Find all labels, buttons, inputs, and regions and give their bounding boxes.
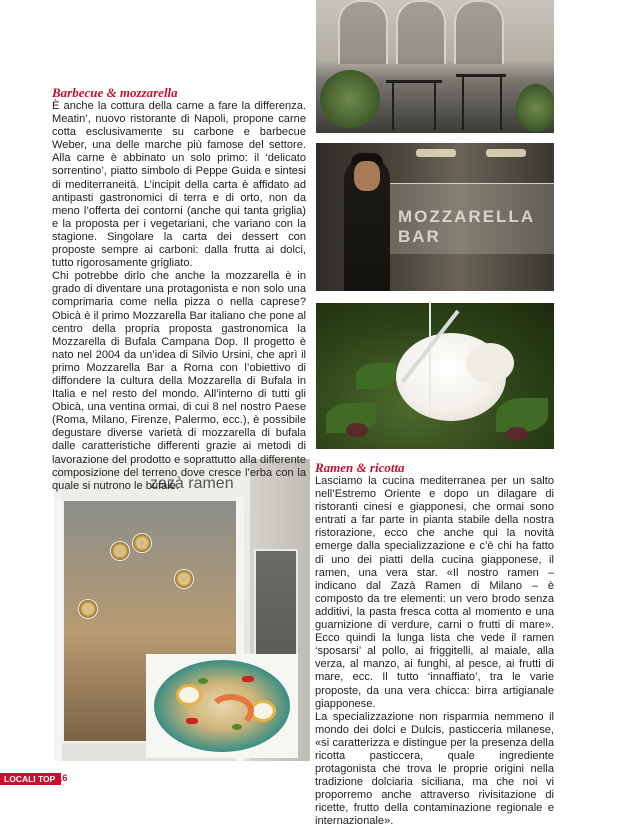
burrata-photo bbox=[316, 303, 554, 449]
page-number: 16 bbox=[57, 773, 68, 784]
window-arch bbox=[454, 0, 504, 64]
chef-face bbox=[354, 161, 380, 191]
ramen-bowl-photo bbox=[146, 654, 298, 758]
article-column-right bbox=[315, 461, 554, 829]
paragraph: Chi potrebbe dirlo che anche la mozzarella è in grado di diventare una protagonista e non solo una comprimaria come nella pizza o nella caprese? Obicà è il primo Mozzarella Bar italiano che pone al centro della propria proposta gastronomica la Mozzarella di Bufala Campana Dop. Il progetto è nato nel 2004 da un’idea di Silvio Ursini, che aprì il primo Mozzarella Bar a Roma con l’obiettivo di diffondere la cultura della Mozzarella di Bufala in Italia e nel resto del mondo. All’interno di tutti gli Obicà, una ventina ormai, di cui 8 nel nostro Paese (Roma, Milano, Firenze, Palermo, ecc.), è possibile degustare diverse varietà di mozzarella di bufala dalle caratteristiche differenti grazie ai metodi di lavorazione del prodotto e soprattutto alla differente composizione del terreno dove cresce l’erba con la quale si nutrono le bufale. bbox=[52, 270, 306, 492]
shrimp bbox=[208, 694, 254, 728]
magazine-tag: LOCALI TOP bbox=[0, 773, 61, 785]
window-arch bbox=[338, 0, 388, 64]
table-leg bbox=[434, 80, 436, 130]
paragraph: È anche la cottura della carne a fare la differenza. Meatin’, nuovo ristorante di Napoli, propone carne cotta esclusivamente su carbone e barbecue Weber, una delle marche più famose del settore. Alla carne è abbinato un solo primo: il ‘delicato sorrentino’, piatto simbolo di Peppe Guida e sintesi di mediterraneità. L’incipit della carta è affidato ad antipasti gastronomici di terra e di orto, non da meno l’offerta dei contorni (anche qui tanta griglia) e la proposta per i vegetariani, che variano con la stagione. Singolare la carta dei dessert con proposte sempre ai carboni: dalla frutta ai dolci, tutto rigorosamente grigliato. bbox=[52, 100, 306, 270]
tomato bbox=[346, 423, 368, 437]
article-column-left bbox=[52, 86, 306, 493]
paragraph: Lasciamo la cucina mediterranea per un salto nell’Estremo Oriente e dopo un dilagare di ristoranti cinesi e giapponesi, che ormai sono entrati a far parte in pianta stabile della nostra ristorazione, ecco che anche qui la novità emerge dalla specializzazione e c’è chi ha fatto di uno dei piatti della cucina giapponese, il ramen, una vera star. «Il nostro ramen – indicano dal Zazà Ramen di Milano – è composto da tre elementi: un vero brodo senza additivi, la pasta fresca cotta al momento e una guarnizione di verdure, carni o frutti di mare». Ecco quindi la lunga lista che vede il ramen ‘sposarsi’ al pollo, ai friggitelli, al maiale, alla verza, al manzo, ai funghi, al pesce, ai frutti di mare, ecc. Il tutto ‘innaffiato’, tra le varie proposte, da una vera chicca: birra artigianale giapponese. bbox=[315, 475, 554, 710]
restaurant-interior-photo bbox=[316, 0, 554, 133]
pillar bbox=[54, 497, 62, 761]
paragraph: La specializzazione non risparmia nemmeno il mondo dei dolci e Dulcis, pasticceria milanese, «si caratterizza e distingue per la presenza della ricotta pasticcera, quale ingrediente protagonista che trova le proprie origini nella tradizione dolciaria siciliana, ma che noi vi proporremo anche attraverso rivisitazione di ricette, frutto della contaminazione regionale e internazionale». bbox=[315, 710, 554, 828]
storefront-sign: zazà ramen bbox=[150, 475, 234, 492]
chili bbox=[186, 718, 198, 724]
table-leg bbox=[462, 74, 464, 130]
section-heading-barbecue: Barbecue & mozzarella bbox=[52, 85, 178, 100]
mozzarella-bar-sign: MOZZARELLA BAR bbox=[398, 207, 535, 246]
skewer bbox=[429, 303, 431, 408]
mozzarella-bar-photo bbox=[316, 143, 554, 291]
tomato bbox=[506, 427, 528, 441]
ramen-bowl-decoration bbox=[174, 569, 194, 589]
leaf bbox=[356, 363, 396, 389]
ceiling-light bbox=[486, 149, 526, 157]
ramen-bowl-decoration bbox=[78, 599, 98, 619]
herb bbox=[232, 724, 242, 730]
table-leg bbox=[500, 74, 502, 130]
mozzarella bbox=[466, 343, 514, 383]
section-heading-ramen: Ramen & ricotta bbox=[315, 460, 405, 475]
chili bbox=[242, 676, 254, 682]
table-leg bbox=[392, 80, 394, 130]
egg bbox=[176, 684, 202, 706]
ramen-bowl-decoration bbox=[110, 541, 130, 561]
plant bbox=[320, 70, 380, 128]
window-arch bbox=[396, 0, 446, 64]
ceiling-light bbox=[416, 149, 456, 157]
herb bbox=[198, 678, 208, 684]
plant bbox=[516, 84, 554, 132]
ramen-bowl-decoration bbox=[132, 533, 152, 553]
